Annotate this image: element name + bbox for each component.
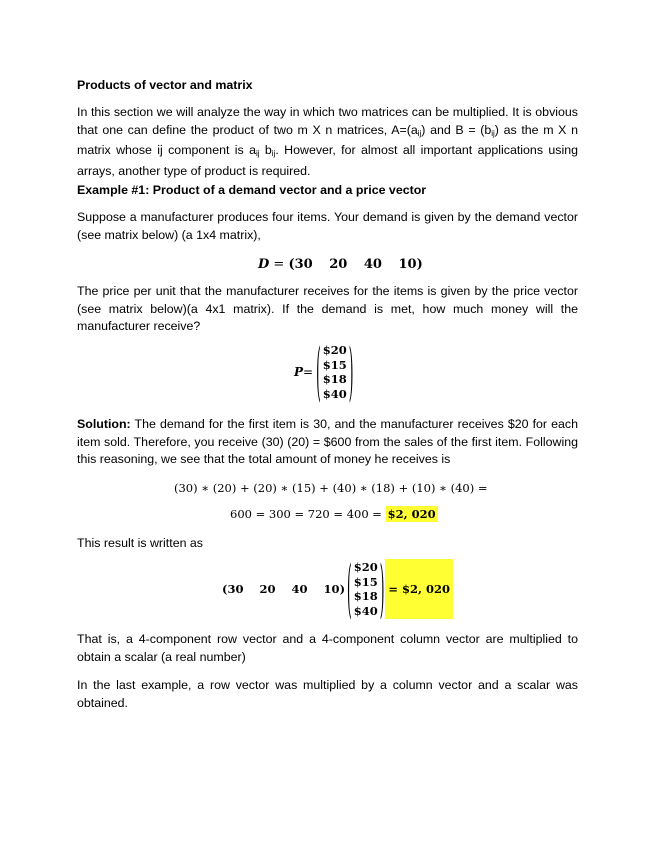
conclusion-paragraph-1: That is, a 4-component row vector and a 4-component column vector are multiplied to obtain a scalar (a real number) <box>77 632 578 664</box>
intro-paragraph: In this section we will analyze the way in which two matrices can be multiplied. It is obvious that one can define the product of two m X n matrices, $A=(a_{ij})$ and $B = (b_{ij})$ as the m X n matrix whose ij component is $a_{ij}$ $b_{ij}$. However, for almost all important applications using arrays, another type of product is required. <box>77 105 578 178</box>
product-equation: (30 20 40 10) ( $20 $15 $18 $40 ) = $2, 020 <box>222 558 453 620</box>
example-heading: Example #1: Product of a demand vector and a price vector <box>77 183 427 197</box>
result-written-text: This result is written as <box>77 536 204 550</box>
solution-paragraph: Solution: The demand for the first item is 30, and the manufacturer receives $20 for each item sold. Therefore, you receive (30) (20) = $600 from the sales of the first item. Following this reasoning, we see that the total amount of money he receives is <box>77 417 578 466</box>
demand-paragraph: Suppose a manufacturer produces four items. Your demand is given by the demand vector (see matrix below) (a 1x4 matrix), <box>77 210 578 242</box>
price-vector-equation: P = ( $20 $15 $18 $40 ) <box>294 335 354 409</box>
highlighted-total: $2, 020 <box>387 507 436 521</box>
highlighted-result: = $2, 020 <box>385 559 453 619</box>
demand-vector-equation: D = (30 20 40 10) <box>258 257 423 272</box>
conclusion-paragraph-2: In the last example, a row vector was multiplied by a column vector and a scalar was obtained. <box>77 678 578 710</box>
partial-sums-equation: 600 = 300 = 720 = 400 = $2, 020 <box>230 507 436 521</box>
sum-equation: (30) ∗ (20) + (20) ∗ (15) + (40) ∗ (18) + (10) ∗ (40) = <box>174 481 488 495</box>
section-title: Products of vector and matrix <box>77 78 253 92</box>
price-paragraph: The price per unit that the manufacturer receives for the items is given by the price vector (see matrix below)(a 4x1 matrix). If the demand is met, how much money will the manufacturer receive? <box>77 284 578 333</box>
